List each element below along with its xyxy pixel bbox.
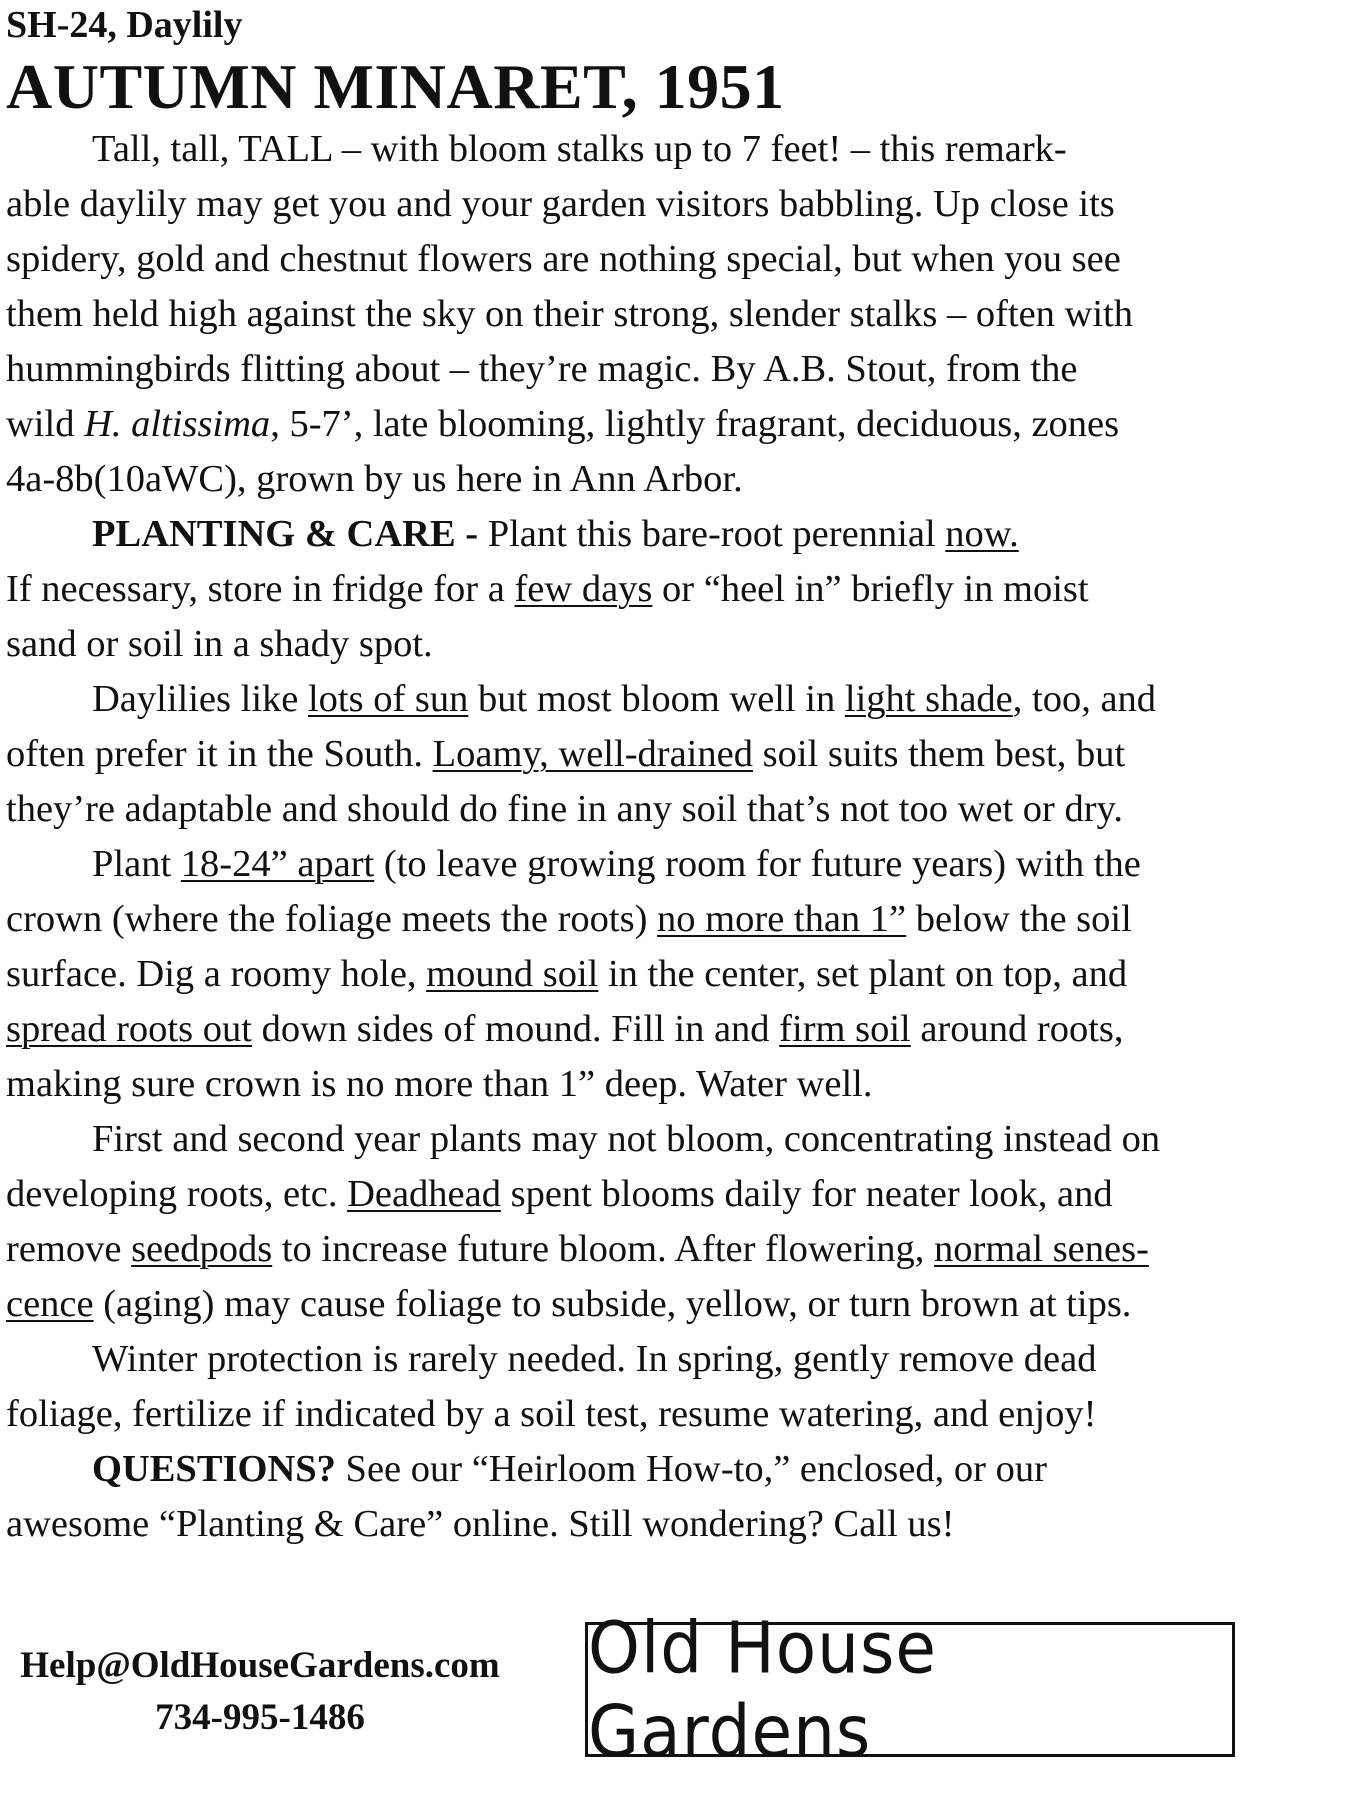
text-run: to increase future bloom. After flowering, bbox=[272, 1228, 935, 1270]
winter-paragraph bbox=[6, 1332, 1306, 1442]
instruction-sheet bbox=[6, 0, 1306, 1552]
text-run: (to leave growing room for future years) with the bbox=[374, 843, 1141, 885]
text-run: Plant this bare-root perennial bbox=[478, 513, 946, 555]
species-name: H. altissima bbox=[84, 403, 271, 445]
text-run: soil suits them best, but bbox=[752, 733, 1126, 775]
text-run: developing roots, etc. bbox=[6, 1173, 348, 1215]
text-line bbox=[6, 1277, 1306, 1332]
text-line: Tall, tall, TALL – with bloom stalks up to 7 feet! – this remark- bbox=[92, 128, 1067, 170]
emphasis-senescence-1: normal senes- bbox=[934, 1228, 1149, 1270]
text-run: or “heel in” briefly in moist bbox=[652, 568, 1089, 610]
questions-heading: QUESTIONS? bbox=[92, 1448, 336, 1490]
emphasis-seedpods: seedpods bbox=[131, 1228, 273, 1270]
emphasis-loamy: Loamy, well-drained bbox=[432, 733, 753, 775]
text-line bbox=[6, 1222, 1306, 1277]
text-line: them held high against the sky on their strong, slender stalks – often with bbox=[6, 293, 1134, 335]
contact-email: Help@OldHouseGardens.com bbox=[20, 1645, 500, 1686]
emphasis-spacing: 18-24” apart bbox=[180, 843, 375, 885]
text-line bbox=[6, 397, 1306, 452]
text-line: First and second year plants may not bloom, concentrating instead on bbox=[92, 1118, 1161, 1160]
text-run: surface. Dig a roomy hole, bbox=[6, 953, 427, 995]
text-run: Daylilies like bbox=[92, 678, 308, 720]
text-line: making sure crown is no more than 1” deep. Water well. bbox=[6, 1063, 873, 1105]
text-line bbox=[6, 1442, 1306, 1497]
text-run: around roots, bbox=[910, 1008, 1124, 1050]
plant-paragraph bbox=[6, 837, 1306, 1112]
text-line: they’re adaptable and should do fine in any soil that’s not too wet or dry. bbox=[6, 788, 1123, 830]
text-run: , 5-7’, late blooming, lightly fragrant, deciduous, zones bbox=[270, 403, 1120, 445]
text-line: sand or soil in a shady spot. bbox=[6, 623, 433, 665]
text-line bbox=[6, 507, 1306, 562]
logo-text: Old House Gardens bbox=[588, 1606, 937, 1773]
text-run: below the soil bbox=[906, 898, 1132, 940]
planting-heading: PLANTING & CARE - bbox=[92, 513, 479, 555]
text-line bbox=[6, 562, 1306, 617]
text-line bbox=[6, 837, 1306, 892]
questions-paragraph bbox=[6, 1442, 1306, 1552]
emphasis-depth: no more than 1” bbox=[657, 898, 907, 940]
text-line: hummingbirds flitting about – they’re magic. By A.B. Stout, from the bbox=[6, 348, 1078, 390]
page-title: AUTUMN MINARET, 1951 bbox=[6, 51, 785, 122]
brand-logo bbox=[585, 1606, 1235, 1773]
emphasis-senescence-2: cence bbox=[6, 1283, 94, 1325]
emphasis-spread-roots: spread roots out bbox=[6, 1008, 252, 1050]
emphasis-now: now. bbox=[945, 513, 1019, 555]
text-line: foliage, fertilize if indicated by a soil test, resume watering, and enjoy! bbox=[6, 1393, 1097, 1435]
text-run: spent blooms daily for neater look, and bbox=[500, 1173, 1113, 1215]
emphasis-deadhead: Deadhead bbox=[347, 1173, 501, 1215]
contact-block bbox=[10, 1640, 510, 1744]
text-line bbox=[6, 672, 1306, 727]
text-run: crown (where the foliage meets the roots) bbox=[6, 898, 658, 940]
text-line: spidery, gold and chestnut flowers are nothing special, but when you see bbox=[6, 238, 1121, 280]
contact-phone: 734-995-1486 bbox=[155, 1697, 365, 1738]
text-line: 4a-8b(10aWC), grown by us here in Ann Arbor. bbox=[6, 458, 743, 500]
product-code: SH-24, Daylily bbox=[6, 4, 243, 46]
text-run: but most bloom well in bbox=[468, 678, 845, 720]
description-paragraph bbox=[6, 122, 1306, 507]
emphasis-light-shade: light shade bbox=[844, 678, 1013, 720]
emphasis-mound-soil: mound soil bbox=[426, 953, 599, 995]
emphasis-lots-of-sun: lots of sun bbox=[307, 678, 469, 720]
text-run: often prefer it in the South. bbox=[6, 733, 433, 775]
text-line bbox=[6, 1002, 1306, 1057]
emphasis-few-days: few days bbox=[514, 568, 653, 610]
text-line bbox=[6, 892, 1306, 947]
text-line: able daylily may get you and your garden visitors babbling. Up close its bbox=[6, 183, 1115, 225]
text-run: (aging) may cause foliage to subside, yellow, or turn brown at tips. bbox=[93, 1283, 1132, 1325]
text-line bbox=[6, 1167, 1306, 1222]
text-run: , too, and bbox=[1012, 678, 1157, 720]
text-line bbox=[6, 947, 1306, 1002]
bloom-paragraph bbox=[6, 1112, 1306, 1332]
text-line: Winter protection is rarely needed. In spring, gently remove dead bbox=[92, 1338, 1097, 1380]
text-line bbox=[6, 727, 1306, 782]
text-run: If necessary, store in fridge for a bbox=[6, 568, 515, 610]
emphasis-firm-soil: firm soil bbox=[779, 1008, 911, 1050]
sun-paragraph bbox=[6, 672, 1306, 837]
text-run: in the center, set plant on top, and bbox=[598, 953, 1128, 995]
text-run: Plant bbox=[92, 843, 181, 885]
planting-paragraph bbox=[6, 507, 1306, 672]
text-line: awesome “Planting & Care” online. Still wondering? Call us! bbox=[6, 1503, 955, 1545]
text-run: down sides of mound. Fill in and bbox=[251, 1008, 780, 1050]
text-run: remove bbox=[6, 1228, 132, 1270]
body-text bbox=[6, 122, 1306, 1552]
text-run: See our “Heirloom How-to,” enclosed, or our bbox=[335, 1448, 1047, 1490]
text-run: wild bbox=[6, 403, 85, 445]
